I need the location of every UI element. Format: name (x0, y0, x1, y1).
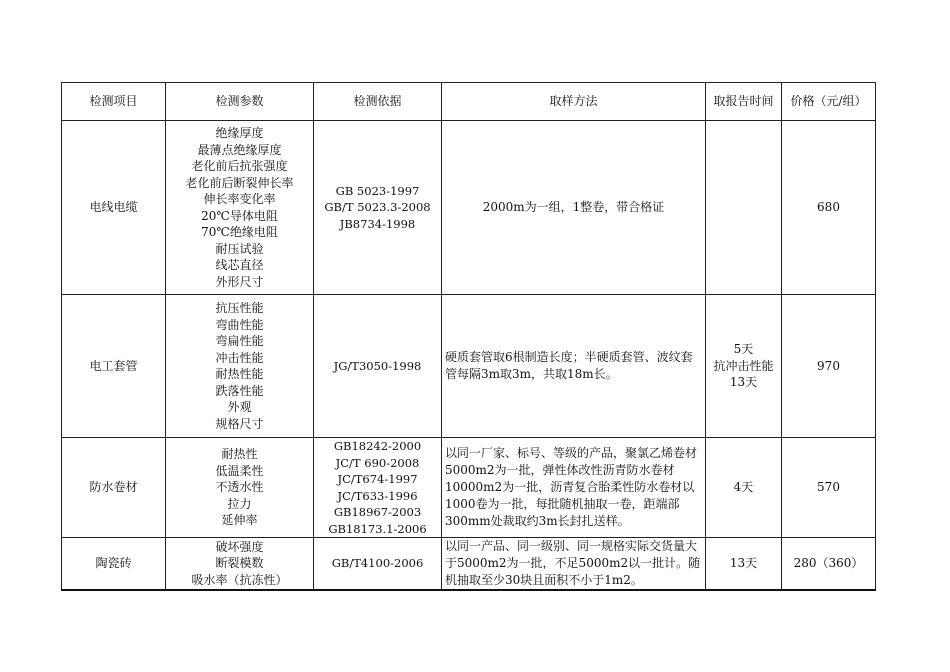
cell-params: 耐热性 低温柔性 不透水性 拉力 延伸率 (166, 438, 314, 538)
header-time: 取报告时间 (706, 83, 782, 121)
cell-time: 5天 抗冲击性能 13天 (706, 295, 782, 438)
cell-basis: GB18242-2000 JC/T 690-2008 JC/T674-1997 JC/T633-1996 GB18967-2003 GB18173.1-2006 (314, 438, 442, 538)
header-params: 检测参数 (166, 83, 314, 121)
table-row (62, 538, 876, 591)
cell-item: 电工套管 (62, 295, 166, 438)
cell-params: 抗压性能 弯曲性能 弯扁性能 冲击性能 耐热性能 跌落性能 外观 规格尺寸 (166, 295, 314, 438)
cell-time (706, 121, 782, 295)
table-row (62, 438, 876, 538)
cell-price: 970 (782, 295, 876, 438)
cell-price: 570 (782, 438, 876, 538)
table-row (62, 121, 876, 295)
cell-method: 硬质套管取6根制造长度；半硬质套管、波纹套管每隔3m取3m，共取18m长。 (442, 295, 706, 438)
cell-basis: JG/T3050-1998 (314, 295, 442, 438)
cell-price: 680 (782, 121, 876, 295)
cell-params: 绝缘厚度 最薄点绝缘厚度 老化前后抗张强度 老化前后断裂伸长率 伸长率变化率 20℃导体电阻 70℃绝缘电阻 耐压试验 线芯直径 外形尺寸 (166, 121, 314, 295)
header-basis: 检测依据 (314, 83, 442, 121)
cell-method: 2000m为一组，1整卷，带合格证 (442, 121, 706, 295)
cell-method: 以同一产品、同一级别、同一规格实际交货量大于5000m2为一批，不足5000m2以一批计。随机抽取至少30块且面积不小于1m2。 (442, 538, 706, 591)
cell-time: 4天 (706, 438, 782, 538)
header-price: 价格（元/组） (782, 83, 876, 121)
cell-item: 电线电缆 (62, 121, 166, 295)
cell-item: 陶瓷砖 (62, 538, 166, 591)
cell-basis: GB/T4100-2006 (314, 538, 442, 591)
table-row (62, 295, 876, 438)
header-item: 检测项目 (62, 83, 166, 121)
cell-time: 13天 (706, 538, 782, 591)
table-header-row (62, 83, 876, 121)
cell-params: 破坏强度 断裂模数 吸水率（抗冻性） (166, 538, 314, 591)
header-method: 取样方法 (442, 83, 706, 121)
cell-price: 280（360） (782, 538, 876, 591)
cell-basis: GB 5023-1997 GB/T 5023.3-2008 JB8734-1998 (314, 121, 442, 295)
testing-price-table (61, 82, 876, 591)
cell-item: 防水卷材 (62, 438, 166, 538)
cell-method: 以同一厂家、标号、等级的产品，聚氯乙烯卷材5000m2为一批，弹性体改性沥青防水卷材10000m2为一批，沥青复合胎柔性防水卷材以1000卷为一批，每批随机抽取一卷，距端部300mm处裁取约3m长封扎送样。 (442, 438, 706, 538)
